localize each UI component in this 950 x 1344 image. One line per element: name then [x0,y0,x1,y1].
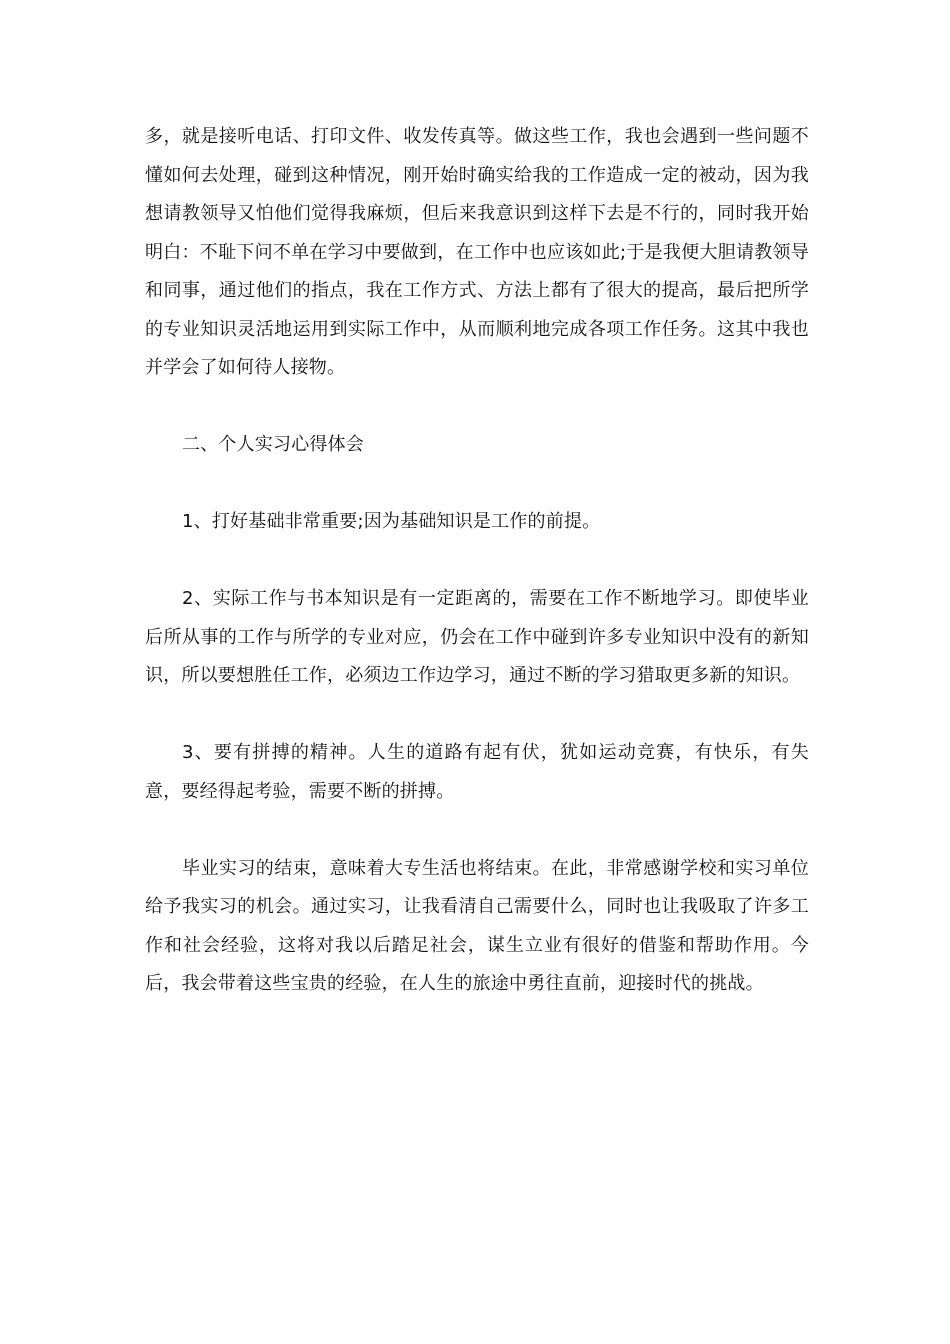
list-item-3: 3、要有拼搏的精神。人生的道路有起有伏，犹如运动竞赛，有快乐，有失意，要经得起考验，需要不断的拼搏。 [145,742,809,802]
document-body [145,118,809,1004]
list-item-1: 1、打好基础非常重要;因为基础知识是工作的前提。 [182,511,601,532]
list-item-2: 2、实际工作与书本知识是有一定距离的，需要在工作不断地学习。即使毕业后所从事的工作与所学的专业对应，仍会在工作中碰到许多专业知识中没有的新知识，所以要想胜任工作，必须边工作边学习，通过不断的学习猎取更多新的知识。 [145,588,809,686]
paragraph-continuation: 多，就是接听电话、打印文件、收发传真等。做这些工作，我也会遇到一些问题不懂如何去处理，碰到这种情况，刚开始时确实给我的工作造成一定的被动，因为我想请教领导又怕他们觉得我麻烦，但后来我意识到这样下去是不行的，同时我开始明白：不耻下问不单在学习中要做到，在工作中也应该如此;于是我便大胆请教领导和同事，通过他们的指点，我在工作方式、方法上都有了很大的提高，最后把所学的专业知识灵活地运用到实际工作中，从而顺利地完成各项工作任务。这其中我也并学会了如何待人接物。 [145,126,809,378]
closing-paragraph: 毕业实习的结束，意味着大专生活也将结束。在此，非常感谢学校和实习单位给予我实习的机会。通过实习，让我看清自己需要什么，同时也让我吸取了许多工作和社会经验，这将对我以后踏足社会，谋生立业有很好的借鉴和帮助作用。今后，我会带着这些宝贵的经验，在人生的旅途中勇往直前，迎接时代的挑战。 [145,857,809,994]
section-heading: 二、个人实习心得体会 [182,434,364,455]
